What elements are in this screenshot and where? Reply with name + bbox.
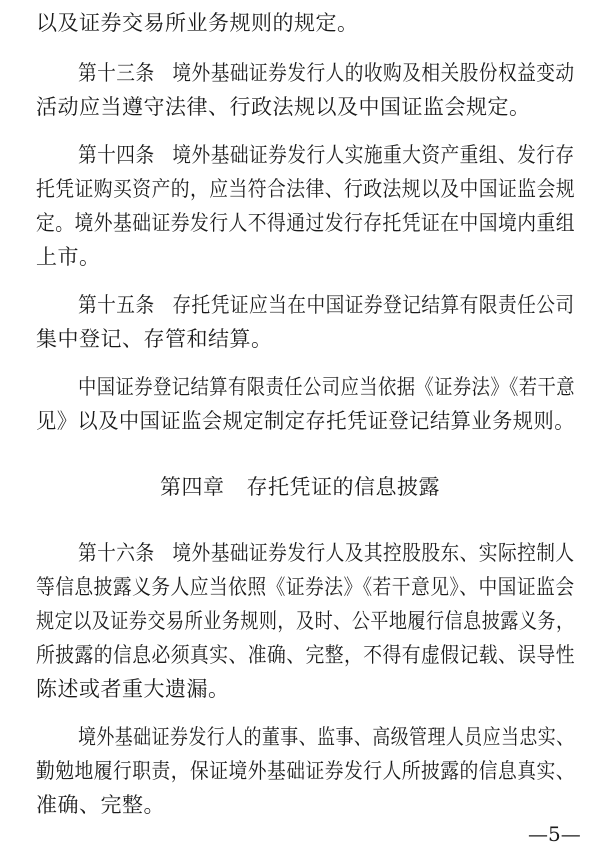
paragraph-line-2: 见》以及中国证监会规定制定存托凭证登记结算业务规则。 <box>36 409 575 433</box>
page-number: —5— <box>528 822 581 846</box>
article-14-line-3: 定。境外基础证券发行人不得通过发行存托凭证在中国境内重组 <box>36 211 575 235</box>
article-14-line-1: 第十四条 境外基础证券发行人实施重大资产重组、发行存 <box>78 143 575 167</box>
paragraph-line-1: 境外基础证券发行人的董事、监事、高级管理人员应当忠实、 <box>78 725 575 749</box>
article-15-line-1: 第十五条 存托凭证应当在中国证券登记结算有限责任公司 <box>78 293 575 317</box>
chapter-number: 第四章 <box>160 475 225 499</box>
article-16-line-4: 所披露的信息必须真实、准确、完整，不得有虚假记载、误导性 <box>36 643 575 667</box>
article-15-line-2: 集中登记、存管和结算。 <box>36 327 273 351</box>
article-16-line-3: 规定以及证券交易所业务规则，及时、公平地履行信息披露义务， <box>36 609 575 633</box>
text-line: 以及证券交易所业务规则的规定。 <box>36 11 359 35</box>
chapter-title: 存托凭证的信息披露 <box>246 475 440 499</box>
article-16-line-2: 等信息披露义务人应当依照《证券法》《若干意见》、中国证监会 <box>36 575 575 599</box>
article-number: 第十五条 <box>78 293 155 317</box>
article-13-line-2: 活动应当遵守法律、行政法规以及中国证监会规定。 <box>36 95 531 119</box>
article-number: 第十六条 <box>78 541 155 565</box>
article-16-line-1: 第十六条 境外基础证券发行人及其控股股东、实际控制人 <box>78 541 575 565</box>
article-number: 第十四条 <box>78 143 155 167</box>
paragraph-line-2: 勤勉地履行职责，保证境外基础证券发行人所披露的信息真实、 <box>36 759 575 783</box>
article-16-line-5: 陈述或者重大遗漏。 <box>36 677 230 701</box>
article-number: 第十三条 <box>78 61 155 85</box>
paragraph-line-3: 准确、完整。 <box>36 793 165 817</box>
chapter-heading <box>0 472 600 502</box>
article-13-line-1: 第十三条 境外基础证券发行人的收购及相关股份权益变动 <box>78 61 575 85</box>
paragraph-line-1: 中国证券登记结算有限责任公司应当依据《证券法》《若干意 <box>78 375 575 399</box>
article-14-line-4: 上市。 <box>36 245 101 269</box>
article-14-line-2: 托凭证购买资产的，应当符合法律、行政法规以及中国证监会规 <box>36 177 575 201</box>
